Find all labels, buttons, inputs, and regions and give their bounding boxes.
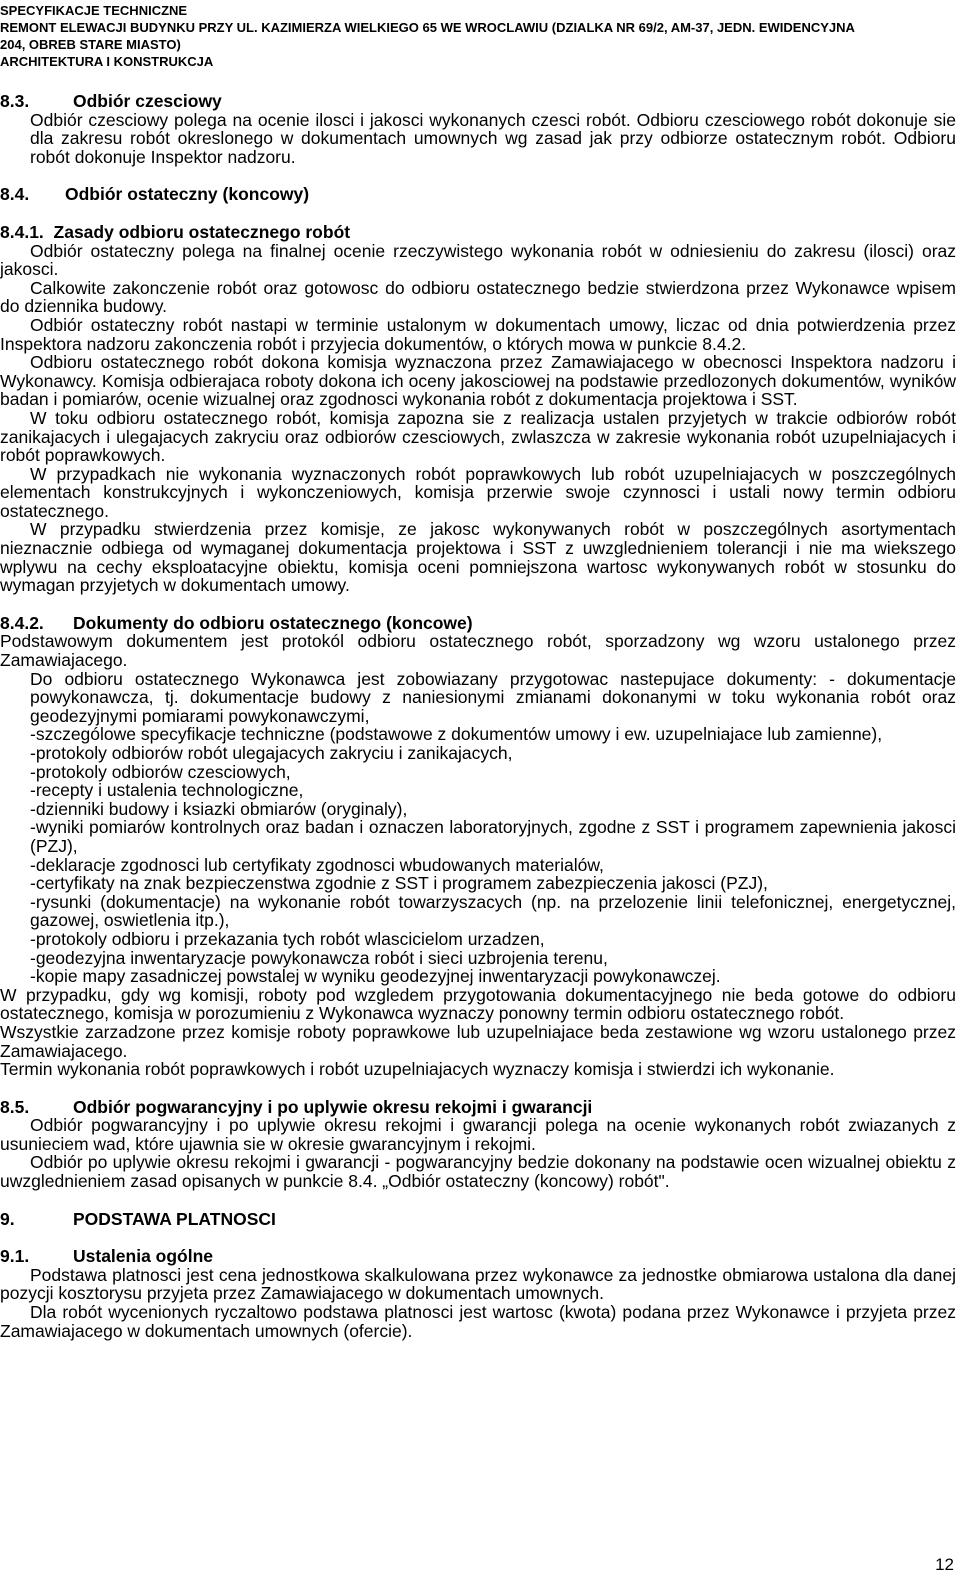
list-item: -protokoly odbiorów robót ulegajacych zakryciu i zanikajacych,: [30, 743, 513, 763]
paragraph: Dla robót wycenionych ryczaltowo podstawa platnosci jest wartosc (kwota) podana przez Wykonawce i przyjeta przez Zamawiajacego w dokumentach umownych (ofercie).: [0, 1302, 956, 1341]
paragraph: Odbioru ostatecznego robót dokona komisja wyznaczona przez Zamawiajacego w obecnosci Inspektora nadzoru i Wykonawcy. Komisja odbierajaca roboty dokona ich oceny jakosciowej na podstawie przedlozonych dokumentów, wyników badan i pomiarów, ocenie wizualnej oraz zgodnosci wykonania robót z dokumentacja projektowa i SST.: [0, 352, 956, 410]
paragraph: Termin wykonania robót poprawkowych i robót uzupelniajacych wyznaczy komisja i stwierdzi ich wykonanie.: [0, 1059, 835, 1080]
paragraph: Podstawowym dokumentem jest protokól odbioru ostatecznego robót, sporzadzony wg wzoru ustalonego przez Zamawiajacego.: [0, 631, 956, 671]
list-item: -recepty i ustalenia technologiczne,: [30, 780, 304, 801]
list-item: -kopie mapy zasadniczej powstalej w wyniku geodezyjnej inwentaryzacji powykonawczej.: [30, 966, 721, 987]
subsection-heading: [0, 614, 956, 633]
subsection-heading: [0, 223, 956, 242]
subsection-number: 8.4.2.: [0, 612, 44, 633]
header-title: SPECYFIKACJE TECHNICZNE: [0, 3, 188, 18]
section-number: 8.5.: [0, 1096, 30, 1117]
list-item: -geodezyjna inwentaryzacje powykonawcza robót i sieci uzbrojenia terenu,: [30, 947, 608, 968]
document-list: [0, 725, 956, 985]
paragraph: Do odbioru ostatecznego Wykonawca jest zobowiazany przygotowac nastepujace dokumenty: - dokumentacje powykonawcza, tj. dokumentacje budowy z naniesionymi zmianami dokonanymi w toku wykonania robót oraz geodezyjnymi pomiarami powykonawczymi,: [30, 668, 956, 726]
paragraph: Wszystkie zarzadzone przez komisje roboty poprawkowe lub uzupelniajace beda zestawione wg wzoru ustalonego przez Zamawiajacego.: [0, 1021, 956, 1061]
header-line: ARCHITEKTURA I KONSTRUKCJA: [0, 54, 214, 69]
section-heading: [0, 185, 956, 204]
list-item: -wyniki pomiarów kontrolnych oraz badan i oznaczen laboratoryjnych, zgodne z SST i programem zapewnienia jakosci (PZJ),: [30, 817, 956, 856]
header-line: 204, OBREB STARE MIASTO): [0, 37, 181, 52]
subsection-title: Zasady odbioru ostatecznego robót: [53, 221, 351, 242]
list-item: -szczególowe specyfikacje techniczne (podstawowe z dokumentów umowy i ew. uzupelniajace lub zamienne),: [30, 724, 883, 745]
section-title: PODSTAWA PLATNOSCI: [73, 1208, 276, 1229]
paragraph: Odbiór po uplywie okresu rekojmi i gwarancji - pogwarancyjny bedzie dokonany na podstawie ocen wizualnej obiektu z uwzglednieniem zasad opisanych w punkcie 8.4. „Odbiór ostateczny (koncowy) robót".: [0, 1152, 956, 1192]
list-item: -deklaracje zgodnosci lub certyfikaty zgodnosci wbudowanych materialów,: [30, 854, 604, 875]
subsection-number: 8.4.1.: [0, 221, 44, 242]
page-number: 12: [935, 1555, 954, 1574]
section-number: 9.1.: [0, 1246, 30, 1267]
paragraph: Odbiór czesciowy polega na ocenie ilosci i jakosci wykonanych czesci robót. Odbioru czesciowego robót dokonuje sie dla zakresu robót okreslonego w dokumentach umownych wg zasad jak przy odbiorze ostatecznym robót. Odbioru robót dokonuje Inspektor nadzoru.: [30, 109, 956, 167]
paragraph: Odbiór pogwarancyjny i po uplywie okresu rekojmi i gwarancji polega na ocenie wykonanych robót zwiazanych z usunieciem wad, które ujawnia sie w okresie gwarancyjnym i rekojmi.: [0, 1115, 956, 1154]
section-heading: [0, 1210, 956, 1229]
list-item: -protokoly odbiorów czesciowych,: [30, 761, 291, 782]
section-heading: [0, 92, 956, 111]
section-heading: [0, 1247, 956, 1266]
list-item: -rysunki (dokumentacje) na wykonanie robót towarzyszacych (np. na przelozenie linii telefonicznej, energetycznej, gazowej, oswietlenia itp.),: [30, 891, 956, 931]
paragraph: W przypadkach nie wykonania wyznaczonych robót poprawkowych lub robót uzupelniajacych w poszczególnych elementach konstrukcyjnych i wykonczeniowych, komisja przerwie swoje czynnosci i ustali nowy termin odbioru ostatecznego.: [0, 463, 956, 521]
list-item: -protokoly odbioru i przekazania tych robót wlascicielom urzadzen,: [30, 928, 545, 949]
paragraph: Odbiór ostateczny polega na finalnej ocenie rzeczywistego wykonania robót w odniesieniu do zakresu (ilosci) oraz jakosci.: [0, 240, 956, 280]
section-heading: [0, 1098, 956, 1117]
section-title: Odbiór pogwarancyjny i po uplywie okresu rekojmi i gwarancji: [73, 1096, 593, 1117]
list-item: -dzienniki budowy i ksiazki obmiarów (oryginaly),: [30, 798, 408, 819]
paragraph: W przypadku, gdy wg komisji, roboty pod wzgledem przygotowania dokumentacyjnego nie beda gotowe do odbioru ostatecznego, komisja w porozumieniu z Wykonawca wyznaczy ponowny termin odbioru ostatecznego robót.: [0, 984, 956, 1024]
paragraph: Odbiór ostateczny robót nastapi w terminie ustalonym w dokumentach umowy, liczac od dnia potwierdzenia przez Inspektora nadzoru zakonczenia robót i przyjecia dokumentów, o których mowa w punkcie 8.4.2.: [0, 314, 956, 354]
list-item: -certyfikaty na znak bezpieczenstwa zgodnie z SST i programem zabezpieczenia jakosci (PZJ),: [30, 873, 768, 894]
paragraph: Calkowite zakonczenie robót oraz gotowosc do odbioru ostatecznego bedzie stwierdzona przez Wykonawce wpisem do dziennika budowy.: [0, 277, 956, 317]
section-title: Odbiór ostateczny (koncowy): [65, 184, 310, 205]
subsection-title: Dokumenty do odbioru ostatecznego (koncowe): [73, 612, 473, 633]
header-line: REMONT ELEWACJI BUDYNKU PRZY UL. KAZIMIERZA WIELKIEGO 65 WE WROCLAWIU (DZIALKA NR 69/2, AM-37, JEDN. EWIDENCYJNA: [0, 20, 855, 35]
paragraph: W przypadku stwierdzenia przez komisje, ze jakosc wykonywanych robót w poszczególnych asortymentach nieznacznie odbiega od wymaganej dokumentacja projektowa i SST z uwzglednieniem tolerancji i nie ma wiekszego wplywu na cechy eksploatacyjne obiektu, komisja oceni pomniejszona wartosc wykonywanych robót w stosunku do wymagan przyjetych w dokumentach umowy.: [0, 519, 956, 596]
section-title: Ustalenia ogólne: [73, 1246, 214, 1267]
paragraph: W toku odbioru ostatecznego robót, komisja zapozna sie z realizacja ustalen przyjetych w trakcie odbiorów robót zanikajacych i ulegajacych zakryciu oraz odbiorów czesciowych, zwlaszcza w zakresie wykonania robót uzupelniajacych i robót poprawkowych.: [0, 407, 956, 466]
paragraph: Podstawa platnosci jest cena jednostkowa skalkulowana przez wykonawce za jednostke obmiarowa ustalona dla danej pozycji kosztorysu przyjeta przez Zamawiajacego w dokumentach umownych.: [0, 1264, 956, 1304]
section-number: 9.: [0, 1208, 15, 1229]
section-number: 8.3.: [0, 91, 30, 111]
document-body: [0, 92, 956, 1340]
page-header: [0, 2, 956, 70]
section-number: 8.4.: [0, 184, 30, 205]
section-title: Odbiór czesciowy: [73, 91, 222, 111]
